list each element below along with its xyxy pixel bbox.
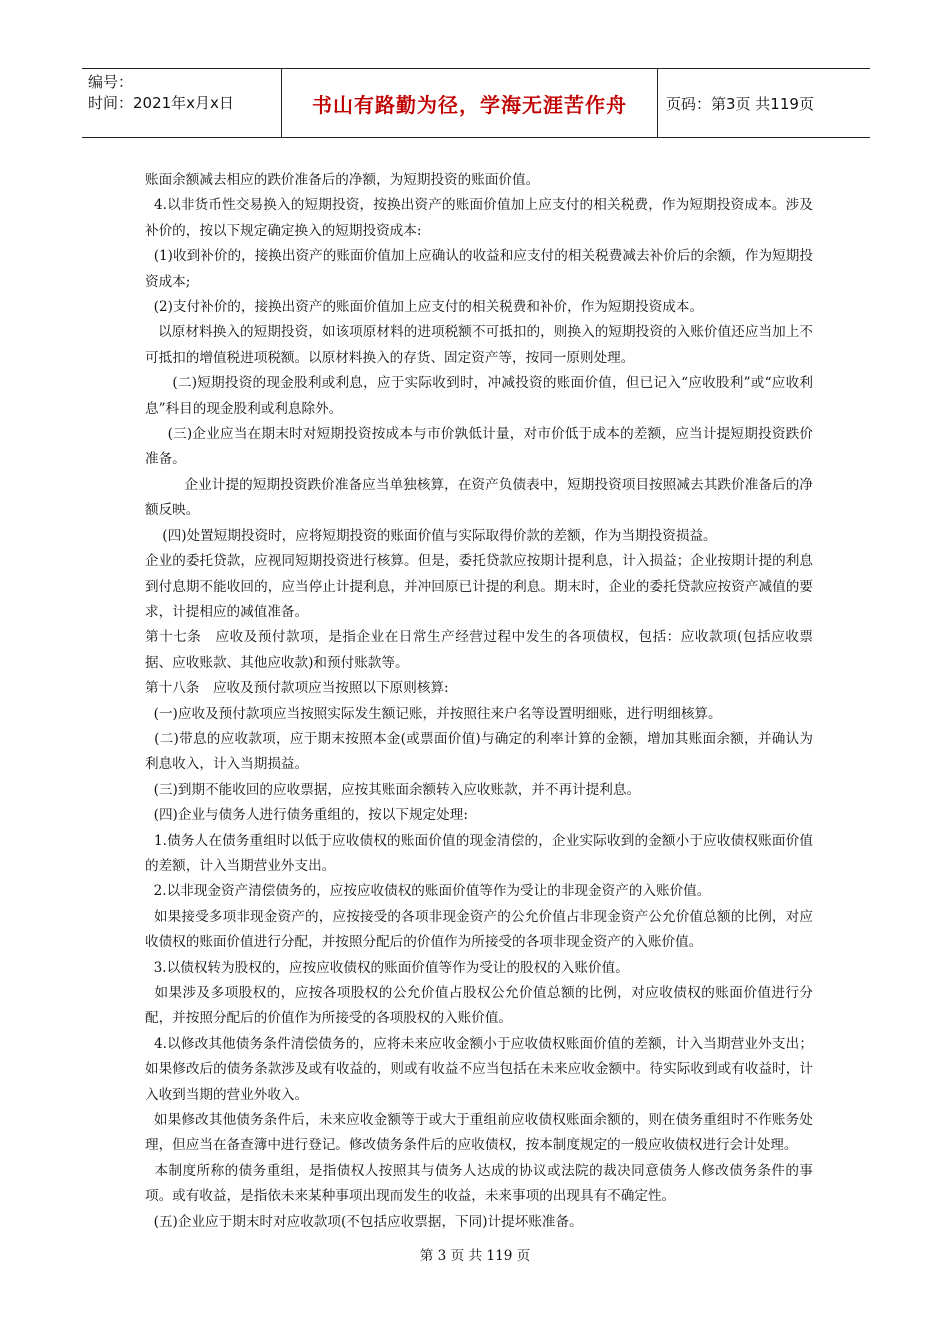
header-meta: [82, 69, 282, 137]
number-label: 编号：: [88, 73, 134, 91]
paragraph: (二)带息的应收款项，应于期末按照本金(或票面价值)与确定的利率计算的金额，增加其账面余额，并确认为利息收入，计入当期损益。: [145, 730, 813, 773]
page-footer: 第 3 页 共 119 页: [419, 1248, 531, 1264]
paragraph: 企业的委托贷款，应视同短期投资进行核算。但是，委托贷款应按期计提利息，计入损益；企业按期计提的利息到付息期不能收回的，应当停止计提利息，并冲回原已计提的利息。期末时，企业的委托贷款应按资产减值的要求，计提相应的减值准备。: [145, 553, 813, 620]
paragraph: 如果接受多项非现金资产的，应按接受的各项非现金资产的公允价值占非现金资产公允价值总额的比例，对应收债权的账面价值进行分配，并按照分配后的价值作为所接受的各项非现金资产的入账价值。: [145, 908, 813, 951]
document-body: [145, 168, 813, 1235]
paragraph: 本制度所称的债务重组，是指债权人按照其与债务人达成的协议或法院的裁决同意债务人修改债务条件的事项。或有收益，是指依未来某种事项出现而发生的收益，未来事项的出现具有不确定性。: [145, 1162, 813, 1205]
paragraph: (二)短期投资的现金股利或利息，应于实际收到时，冲减投资的账面价值，但已记入“应收股利”或“应收利息”科目的现金股利或利息除外。: [145, 375, 814, 417]
header-motto: 书山有路勤为径，学海无涯苦作舟: [282, 69, 658, 137]
paragraph: 3.以债权转为股权的，应按应收债权的账面价值等作为受让的股权的入账价值。: [145, 959, 629, 976]
paragraph: 1.债务人在债务重组时以低于应收债权的账面价值的现金清偿的，企业实际收到的金额小于应收债权账面价值的差额，计入当期营业外支出。: [145, 832, 813, 874]
paragraph: (五)企业应于期末时对应收款项(不包括应收票据，下同)计提坏账准备。: [145, 1213, 583, 1230]
paragraph: 账面余额减去相应的跌价准备后的净额，为短期投资的账面价值。: [145, 172, 540, 188]
paragraph: 第十八条 应收及预付款项应当按照以下原则核算:: [145, 680, 449, 697]
paragraph: 第十七条 应收及预付款项，是指企业在日常生产经营过程中发生的各项债权，包括：应收款项(包括应收票据、应收账款、其他应收款)和预付账款等。: [145, 629, 813, 671]
paragraph: 2.以非现金资产清偿债务的，应按应收债权的账面价值等作为受让的非现金资产的入账价值。: [145, 883, 711, 900]
page-header: [82, 68, 870, 138]
paragraph: 以原材料换入的短期投资，如该项原材料的进项税额不可抵扣的，则换入的短期投资的入账价值还应当加上不可抵扣的增值税进项税额。以原材料换入的存货、固定资产等，按同一原则处理。: [145, 324, 814, 366]
paragraph: 如果涉及多项股权的，应按各项股权的公允价值占股权公允价值总额的比例，对应收债权的账面价值进行分配，并按照分配后的价值作为所接受的各项股权的入账价值。: [145, 985, 813, 1027]
paragraph: 4.以修改其他债务条件清偿债务的，应将未来应收金额小于应收债权账面价值的差额，计入当期营业外支出；如果修改后的债务条款涉及或有收益的，则或有收益不应当包括在未来应收金额中。待实际收到或有收益时，计入收到当期的营业外收入。: [145, 1035, 813, 1103]
paragraph: (三)到期不能收回的应收票据，应按其账面余额转入应收账款，并不再计提利息。: [145, 781, 641, 798]
paragraph: 4.以非货币性交易换入的短期投资，按换出资产的账面价值加上应支付的相关税费，作为短期投资成本。涉及补价的，按以下规定确定换入的短期投资成本:: [145, 197, 813, 239]
paragraph: (2)支付补价的，接换出资产的账面价值加上应支付的相关税费和补价，作为短期投资成本。: [145, 299, 704, 316]
date-label: 时间：2021年x月x日: [88, 94, 234, 112]
paragraph: (一)应收及预付款项应当按照实际发生额记账，并按照往来户名等设置明细账，进行明细核算。: [145, 705, 722, 722]
header-page-info: 页码：第3页 共119页: [666, 94, 814, 113]
paragraph: (三)企业应当在期末时对短期投资按成本与市价孰低计量，对市价低于成本的差额，应当计提短期投资跌价准备。: [145, 426, 814, 468]
paragraph: (1)收到补价的，接换出资产的账面价值加上应确认的收益和应支付的相关税费减去补价后的余额，作为短期投资成本;: [145, 248, 813, 290]
paragraph: (四)企业与债务人进行债务重组的，按以下规定处理:: [145, 807, 468, 824]
paragraph: (四)处置短期投资时，应将短期投资的账面价值与实际取得价款的差额，作为当期投资损益。: [145, 527, 717, 544]
paragraph: 如果修改其他债务条件后，未来应收金额等于或大于重组前应收债权账面余额的，则在债务重组时不作账务处理，但应当在备查簿中进行登记。修改债务条件后的应收债权，按本制度规定的一般应收债权进行会计处理。: [145, 1112, 813, 1154]
paragraph: 企业计提的短期投资跌价准备应当单独核算，在资产负债表中，短期投资项目按照减去其跌价准备后的净额反映。: [145, 476, 814, 519]
